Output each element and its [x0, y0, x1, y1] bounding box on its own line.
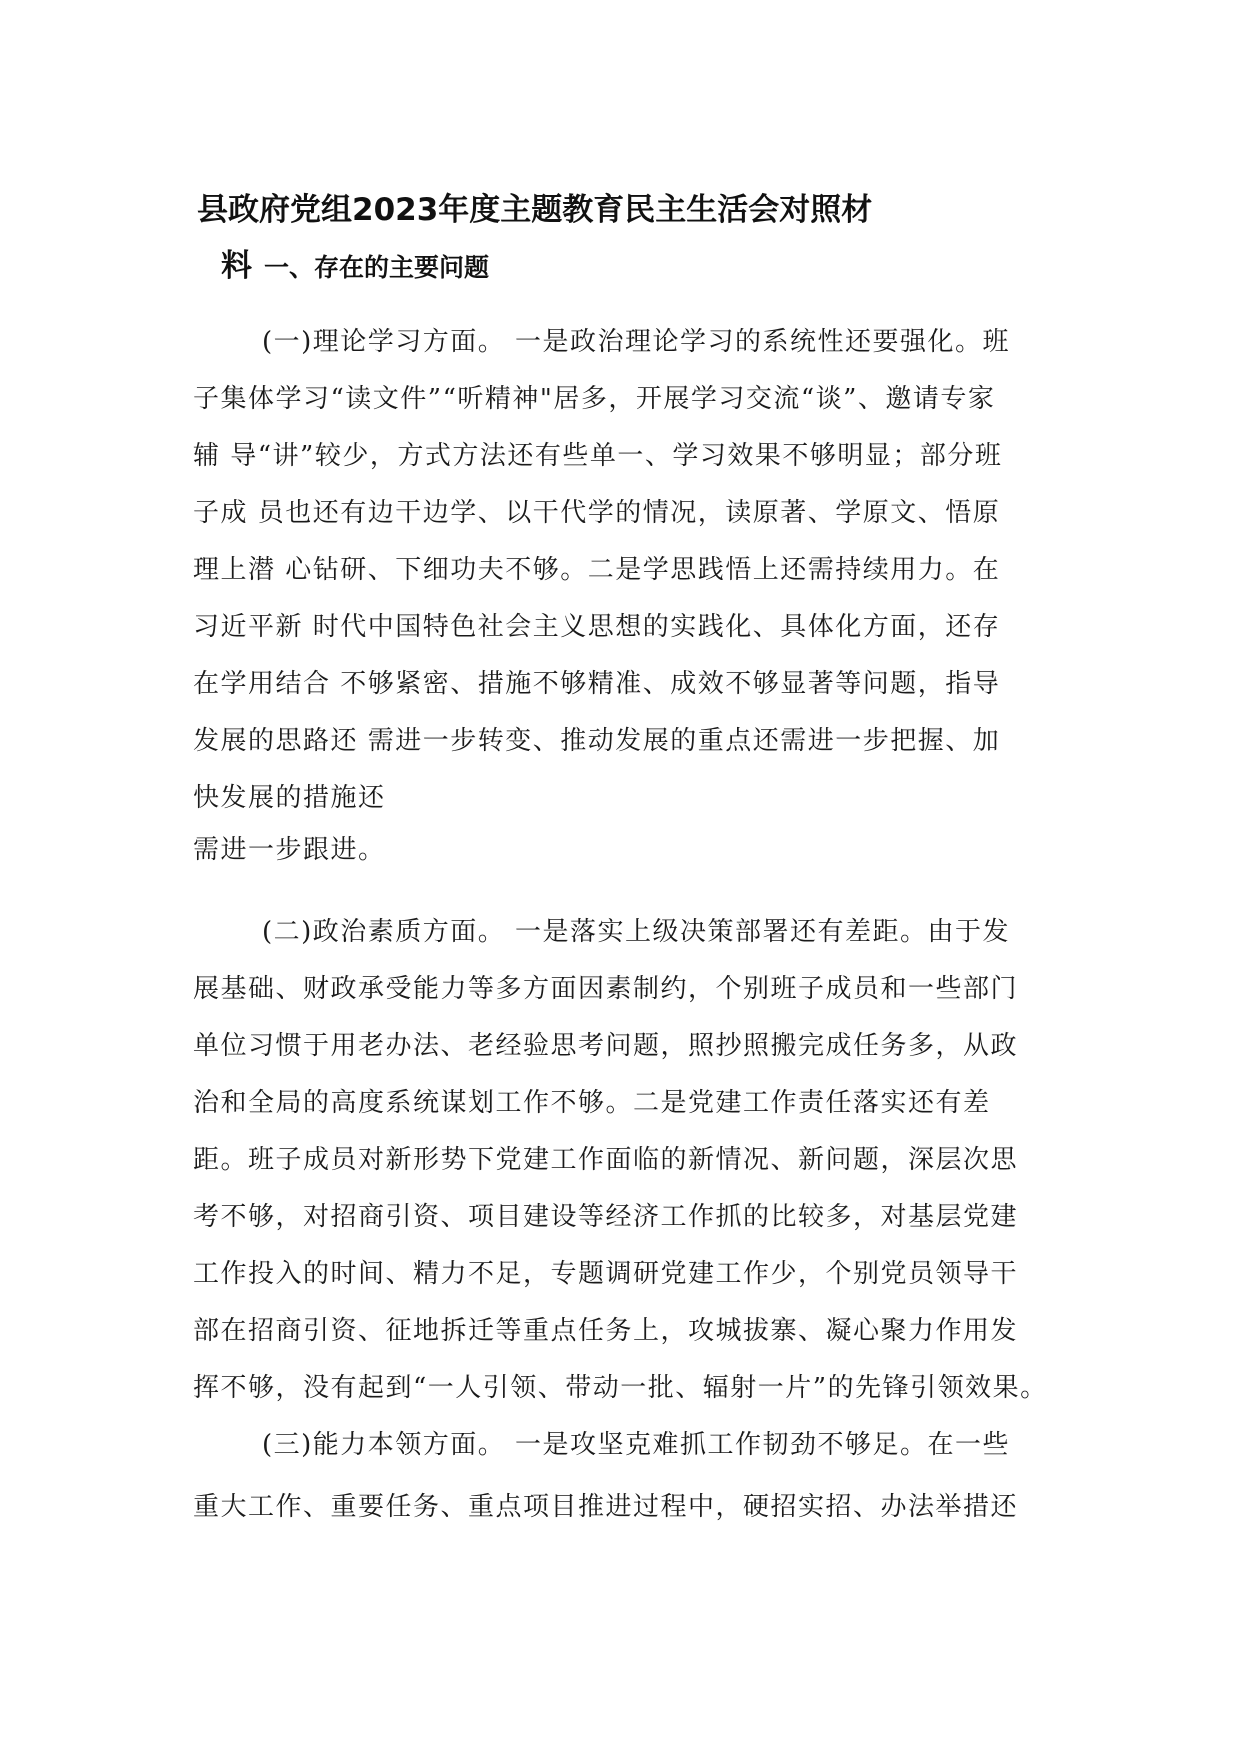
paragraph-1-line-2: 子集体学习“读文件”“听精神"居多，开展学习交流“谈”、邀请专家 [193, 384, 996, 414]
document-title-continuation: 料 [221, 248, 252, 284]
paragraph-1-line-8: 发展的思路还 需进一步转变、推动发展的重点还需进一步把握、加 [193, 726, 1001, 756]
paragraph-2-line-8: 部在招商引资、征地拆迁等重点任务上，攻城拔寨、凝心聚力作用发 [193, 1316, 1019, 1346]
paragraph-2-line-6: 考不够，对招商引资、项目建设等经济工作抓的比较多，对基层党建 [193, 1202, 1019, 1232]
paragraph-1-line-6: 习近平新 时代中国特色社会主义思想的实践化、具体化方面，还存 [193, 612, 1001, 642]
paragraph-3-line-1: (三)能力本领方面。 一是攻坚克难抓工作韧劲不够足。在一些 [262, 1430, 1011, 1460]
paragraph-2-line-3: 单位习惯于用老办法、老经验思考问题，照抄照搬完成任务多，从政 [193, 1031, 1019, 1061]
document-title-line1: 县政府党组2023年度主题教育民主生活会对照材 [197, 192, 873, 228]
section-heading: 一、存在的主要问题 [264, 253, 490, 282]
paragraph-2-line-4: 治和全局的高度系统谋划工作不够。二是党建工作责任落实还有差 [193, 1088, 991, 1118]
paragraph-1-line-9: 快发展的措施还 [193, 783, 386, 813]
paragraph-1-line-1: (一)理论学习方面。 一是政治理论学习的系统性还要强化。班 [262, 327, 1011, 357]
paragraph-2-line-2: 展基础、财政承受能力等多方面因素制约，个别班子成员和一些部门 [193, 974, 1019, 1004]
paragraph-1-line-10: 需进一步跟进。 [193, 835, 386, 865]
paragraph-1-line-7: 在学用结合 不够紧密、措施不够精准、成效不够显著等问题，指导 [193, 669, 1001, 699]
paragraph-1-line-4: 子成 员也还有边干边学、以干代学的情况，读原著、学原文、悟原 [193, 498, 1001, 528]
paragraph-3-line-2: 重大工作、重要任务、重点项目推进过程中，硬招实招、办法举措还 [193, 1492, 1019, 1522]
paragraph-2-line-5: 距。班子成员对新形势下党建工作面临的新情况、新问题，深层次思 [193, 1145, 1019, 1175]
paragraph-2-line-7: 工作投入的时间、精力不足，专题调研党建工作少，个别党员领导干 [193, 1259, 1019, 1289]
paragraph-1-line-3: 辅 导“讲”较少，方式方法还有些单一、学习效果不够明显；部分班 [193, 441, 1003, 471]
paragraph-1-line-5: 理上潜 心钻研、下细功夫不够。二是学思践悟上还需持续用力。在 [193, 555, 1001, 585]
document-title-line2 [221, 246, 489, 288]
paragraph-2-line-1: (二)政治素质方面。 一是落实上级决策部署还有差距。由于发 [262, 917, 1011, 947]
paragraph-2-line-9: 挥不够，没有起到“一人引领、带动一批、辐射一片”的先锋引领效果。 [193, 1373, 1048, 1403]
